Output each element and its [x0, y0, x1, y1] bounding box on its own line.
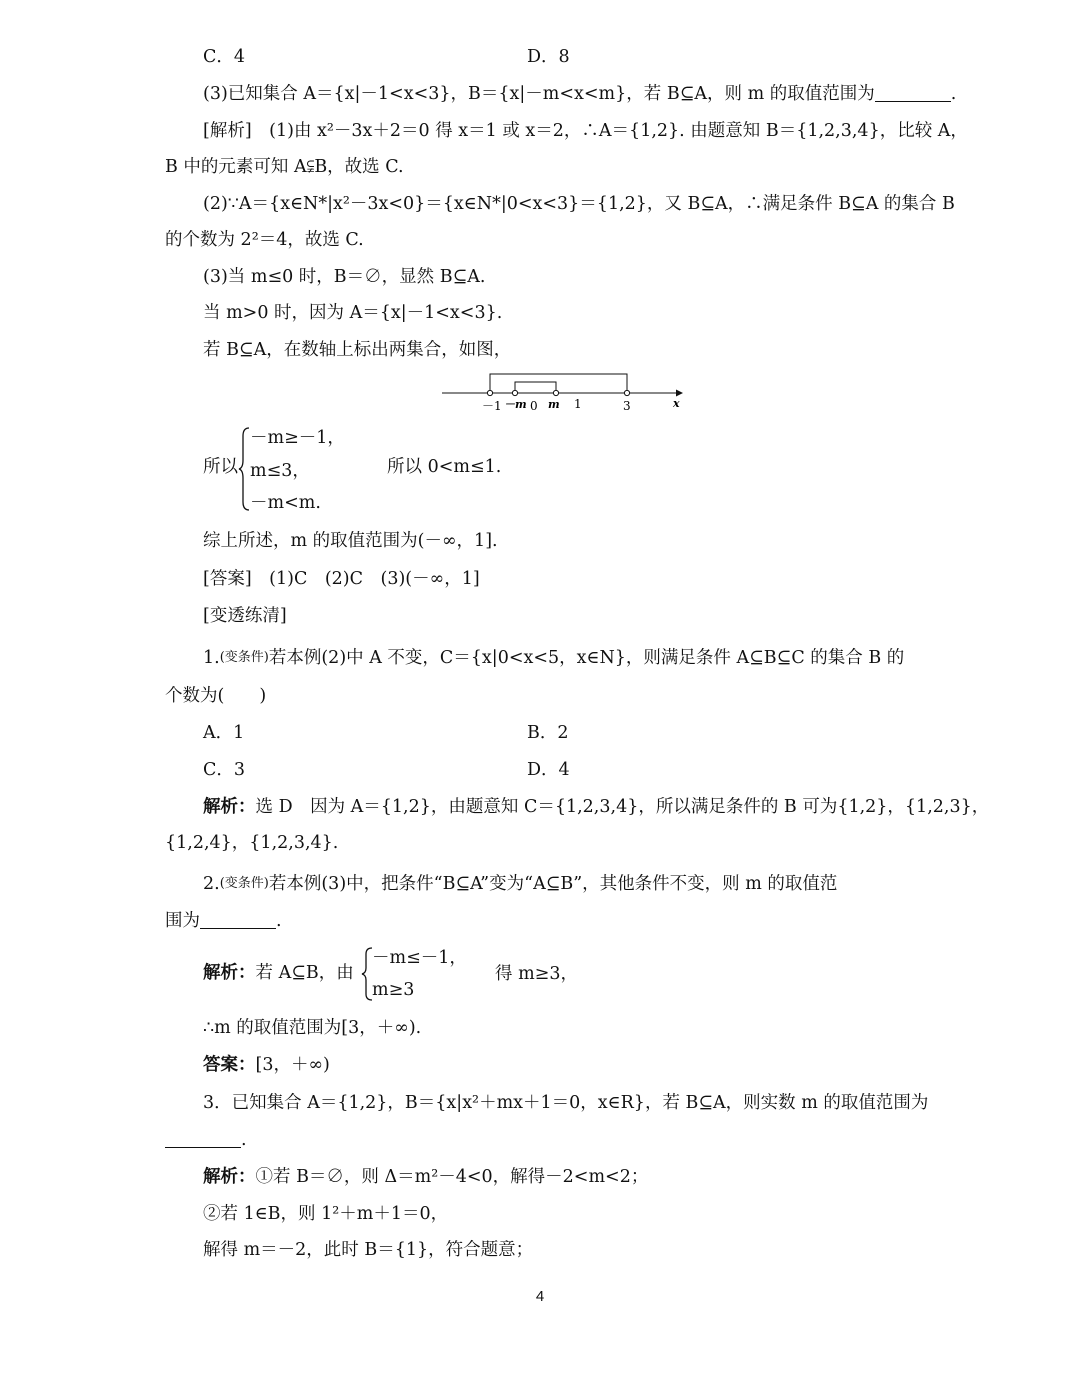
p1-solution-label: 解析： [203, 797, 256, 817]
p1-solution-line-2: {1,2,4}，{1,2,3,4}. [165, 833, 339, 853]
q3-end: . [950, 84, 957, 104]
p1-tag: (变条件) [219, 650, 269, 665]
practice-2-line-1 [203, 872, 963, 896]
p3-solution-label: 解析： [203, 1167, 256, 1187]
p2-solution-lead-text: 若 A⊆B，由 [255, 963, 354, 983]
system1-row-1: －m≥－1， [250, 428, 345, 448]
p2-answer-line [203, 1053, 963, 1077]
p2-number: 2. [203, 874, 220, 894]
p2-text-2-end: . [276, 911, 282, 931]
p2-solution-label: 解析： [203, 963, 256, 983]
p2-text: 若本例(3)中，把条件“B⊆A”变为“A⊆B”，其他条件不变，则 m 的取值范 [268, 874, 838, 894]
system1-lead: 所以 [203, 457, 238, 477]
practice-2-line-2 [165, 909, 925, 933]
tick-label-m: m [548, 398, 560, 411]
option-c: C．4 [203, 47, 246, 67]
analysis-line-2: B 中的元素可知 A⫋B，故选 C. [165, 157, 404, 177]
tick-label-0: 0 [530, 399, 538, 413]
q3-b-def: B＝{x|－m<x<m} [468, 84, 627, 104]
number-line-figure [440, 370, 690, 415]
open-point-minus-m [512, 390, 517, 395]
system1-result: 所以 0<m≤1. [387, 457, 502, 477]
q3-a-def: A＝{x|－1<x<3} [303, 84, 451, 104]
p2-answer-value: [3，＋∞) [255, 1055, 330, 1075]
p2-answer-blank [200, 910, 276, 929]
answer-blank [875, 83, 951, 102]
p1-option-a: A．1 [203, 723, 245, 743]
analysis-line-4: 的个数为 2²＝4，故选 C. [165, 230, 364, 250]
analysis-line-7: 若 B⊆A，在数轴上标出两集合，如图， [203, 340, 512, 360]
question-3 [203, 82, 963, 106]
open-point-m [553, 390, 558, 395]
q3-prefix: (3)已知集合 [203, 84, 304, 104]
answer-line: [答案] (1)C (2)C (3)(－∞，1] [203, 569, 480, 589]
p3-answer-blank [165, 1129, 241, 1148]
p3-line-2-end: . [241, 1130, 247, 1150]
tick-label-minus-1: －1 [482, 399, 502, 413]
p2-conclusion: ∴m 的取值范围为[3，＋∞). [203, 1018, 422, 1038]
analysis-line-1: [解析] (1)由 x²－3x＋2＝0 得 x＝1 或 x＝2，∴A＝{1,2}. 由题意知 B＝{1,2,3,4}，比较 A， [203, 121, 968, 141]
analysis-line-3: (2)∵A＝{x∈N*|x²－3x<0}＝{x∈N*|0<x<3}＝{1,2}，又 B⊆A，∴满足条件 B⊆A 的集合 B [203, 194, 955, 214]
p1-text: 若本例(2)中 A 不变，C＝{x|0<x<5，x∈N}，则满足条件 A⊆B⊆C 的集合 B 的 [268, 648, 905, 668]
p1-number: 1. [203, 648, 220, 668]
option-d: D．8 [527, 47, 570, 67]
interval-a [490, 374, 627, 393]
practice-header: [变透练清] [203, 606, 287, 626]
q3-cond: ，若 B⊆A，则 m 的取值范围为 [626, 84, 875, 104]
p2-answer-label: 答案： [203, 1055, 256, 1075]
practice-3-line-1: 3．已知集合 A＝{1,2}，B＝{x|x²＋mx＋1＝0，x∈R}，若 B⊆A，则实数 m 的取值范围为 [203, 1093, 929, 1113]
system2-row-2: m≥3 [372, 980, 415, 1000]
practice-1-line-2: 个数为( ) [165, 686, 267, 706]
q3-sep: ， [450, 84, 468, 104]
p1-option-d: D．4 [527, 760, 570, 780]
open-point-minus-1 [487, 390, 492, 395]
p1-option-c: C．3 [203, 760, 246, 780]
p3-solution-text-1: ①若 B＝∅，则 Δ＝m²－4<0，解得－2<m<2； [255, 1167, 649, 1187]
system1-row-3: －m<m. [250, 493, 321, 513]
open-point-3 [624, 390, 629, 395]
summary-line: 综上所述，m 的取值范围为(－∞，1]. [203, 531, 498, 551]
system2-row-1: －m≤－1， [372, 948, 467, 968]
practice-1-line-1 [203, 646, 963, 670]
system1-row-2: m≤3， [250, 461, 310, 481]
page-number: 4 [535, 1288, 545, 1305]
tick-label-minus-m: －m [504, 398, 527, 411]
analysis-line-5: (3)当 m≤0 时，B＝∅，显然 B⊆A. [203, 267, 486, 287]
tick-label-3: 3 [623, 399, 631, 413]
practice-3-line-2 [165, 1128, 925, 1152]
p2-text-2: 围为 [165, 911, 200, 931]
axis-label-x: x [673, 397, 680, 410]
interval-b [515, 382, 556, 393]
p1-solution-line-1 [203, 795, 990, 819]
p2-solution-result: 得 m≥3， [495, 964, 578, 984]
p1-option-b: B．2 [527, 723, 569, 743]
axis-arrow [676, 390, 683, 397]
p1-solution-text: 选 D 因为 A＝{1,2}，由题意知 C＝{1,2,3,4}，所以满足条件的 B 可为{1,2}，{1,2,3}， [255, 797, 990, 817]
p3-solution-line-2: ②若 1∈B，则 1²＋m＋1＝0， [203, 1204, 449, 1224]
tick-label-1: 1 [574, 397, 582, 411]
p3-solution-line-1 [203, 1165, 963, 1189]
p2-tag: (变条件) [219, 876, 269, 891]
p3-solution-line-3: 解得 m＝－2，此时 B＝{1}，符合题意； [203, 1240, 534, 1260]
analysis-line-6: 当 m>0 时，因为 A＝{x|－1<x<3}. [203, 303, 503, 323]
p2-solution-lead [203, 961, 354, 985]
